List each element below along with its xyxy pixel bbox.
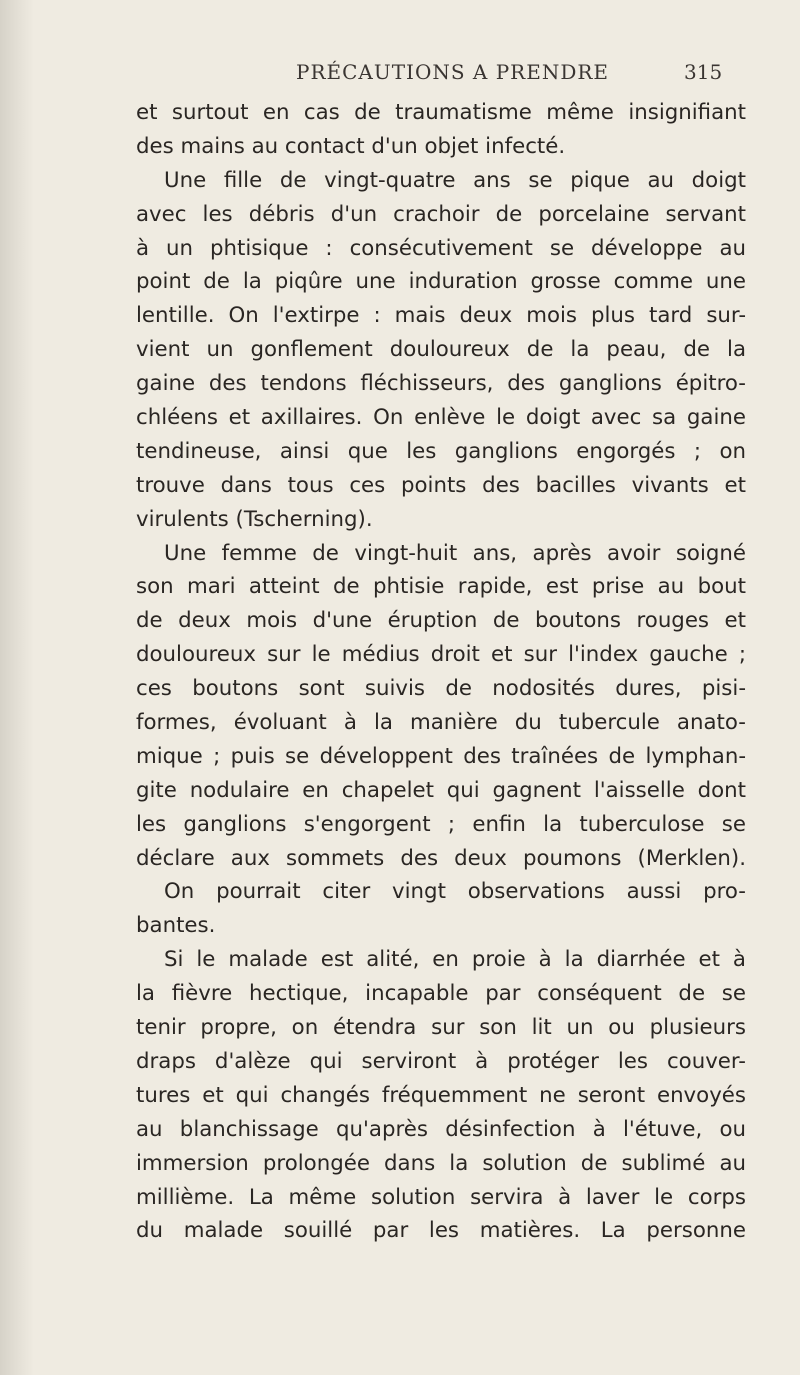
text-line: trouve dans tous ces points des bacilles vivants et (136, 472, 746, 498)
text-line: et surtout en cas de traumatisme même insignifiant (136, 100, 746, 125)
text-line: formes, évoluant à la manière du tubercule anato- (136, 710, 746, 736)
text-line: virulents (Tscherning). (136, 506, 373, 532)
text-line: vient un gonflement douloureux de la peau, de la (136, 337, 746, 363)
text-line: de deux mois d'une éruption de boutons rouges et (136, 608, 746, 634)
text-line: ces boutons sont suivis de nodosités dures, pisi- (136, 676, 746, 702)
text-line: avec les débris d'un crachoir de porcelaine servant (136, 201, 746, 227)
text-line: tendineuse, ainsi que les ganglions engorgés ; on (136, 438, 746, 464)
text-line: On pourrait citer vingt observations aussi pro- (164, 879, 746, 905)
text-line: millième. La même solution servira à laver le corps (136, 1184, 746, 1210)
text-line: chléens et axillaires. On enlève le doigt avec sa gaine (136, 405, 746, 431)
text-line: draps d'alèze qui serviront à protéger les couver- (136, 1048, 746, 1074)
body-text (136, 96, 746, 1248)
text-line: des mains au contact d'un objet infecté. (136, 133, 566, 159)
text-line: son mari atteint de phtisie rapide, est prise au bout (136, 574, 746, 600)
text-line: gite nodulaire en chapelet qui gagnent l'aisselle dont (136, 777, 746, 803)
text-line: tenir propre, on étendra sur son lit un ou plusieurs (136, 1015, 746, 1041)
text-line: mique ; puis se développent des traînées de lymphan- (136, 743, 746, 769)
text-line: la fièvre hectique, incapable par conséquent de se (136, 981, 746, 1007)
text-line: immersion prolongée dans la solution de sublimé au (136, 1150, 746, 1176)
text-line: au blanchissage qu'après désinfection à l'étuve, ou (136, 1116, 746, 1142)
text-line: déclare aux sommets des deux poumons (Merklen). (136, 845, 746, 871)
text-line: douloureux sur le médius droit et sur l'index gauche ; (136, 642, 746, 668)
page-header (0, 60, 800, 90)
text-line: les ganglions s'engorgent ; enfin la tuberculose se (136, 811, 746, 837)
text-line: lentille. On l'extirpe : mais deux mois plus tard sur- (136, 303, 746, 329)
text-line: à un phtisique : consécutivement se développe au (136, 235, 746, 261)
text-line: Une fille de vingt-quatre ans se pique au doigt (164, 167, 746, 193)
text-line: Si le malade est alité, en proie à la diarrhée et à (164, 947, 746, 973)
text-line: bantes. (136, 913, 216, 939)
text-line: du malade souillé par les matières. La personne (136, 1218, 746, 1244)
text-line: gaine des tendons fléchisseurs, des ganglions épitro- (136, 371, 746, 397)
text-line: Une femme de vingt-huit ans, après avoir soigné (164, 540, 746, 566)
running-head: PRÉCAUTIONS A PRENDRE (296, 60, 610, 84)
page-number: 315 (684, 60, 723, 84)
text-line: point de la piqûre une induration grosse comme une (136, 269, 746, 295)
text-line: tures et qui changés fréquemment ne seront envoyés (136, 1082, 746, 1108)
